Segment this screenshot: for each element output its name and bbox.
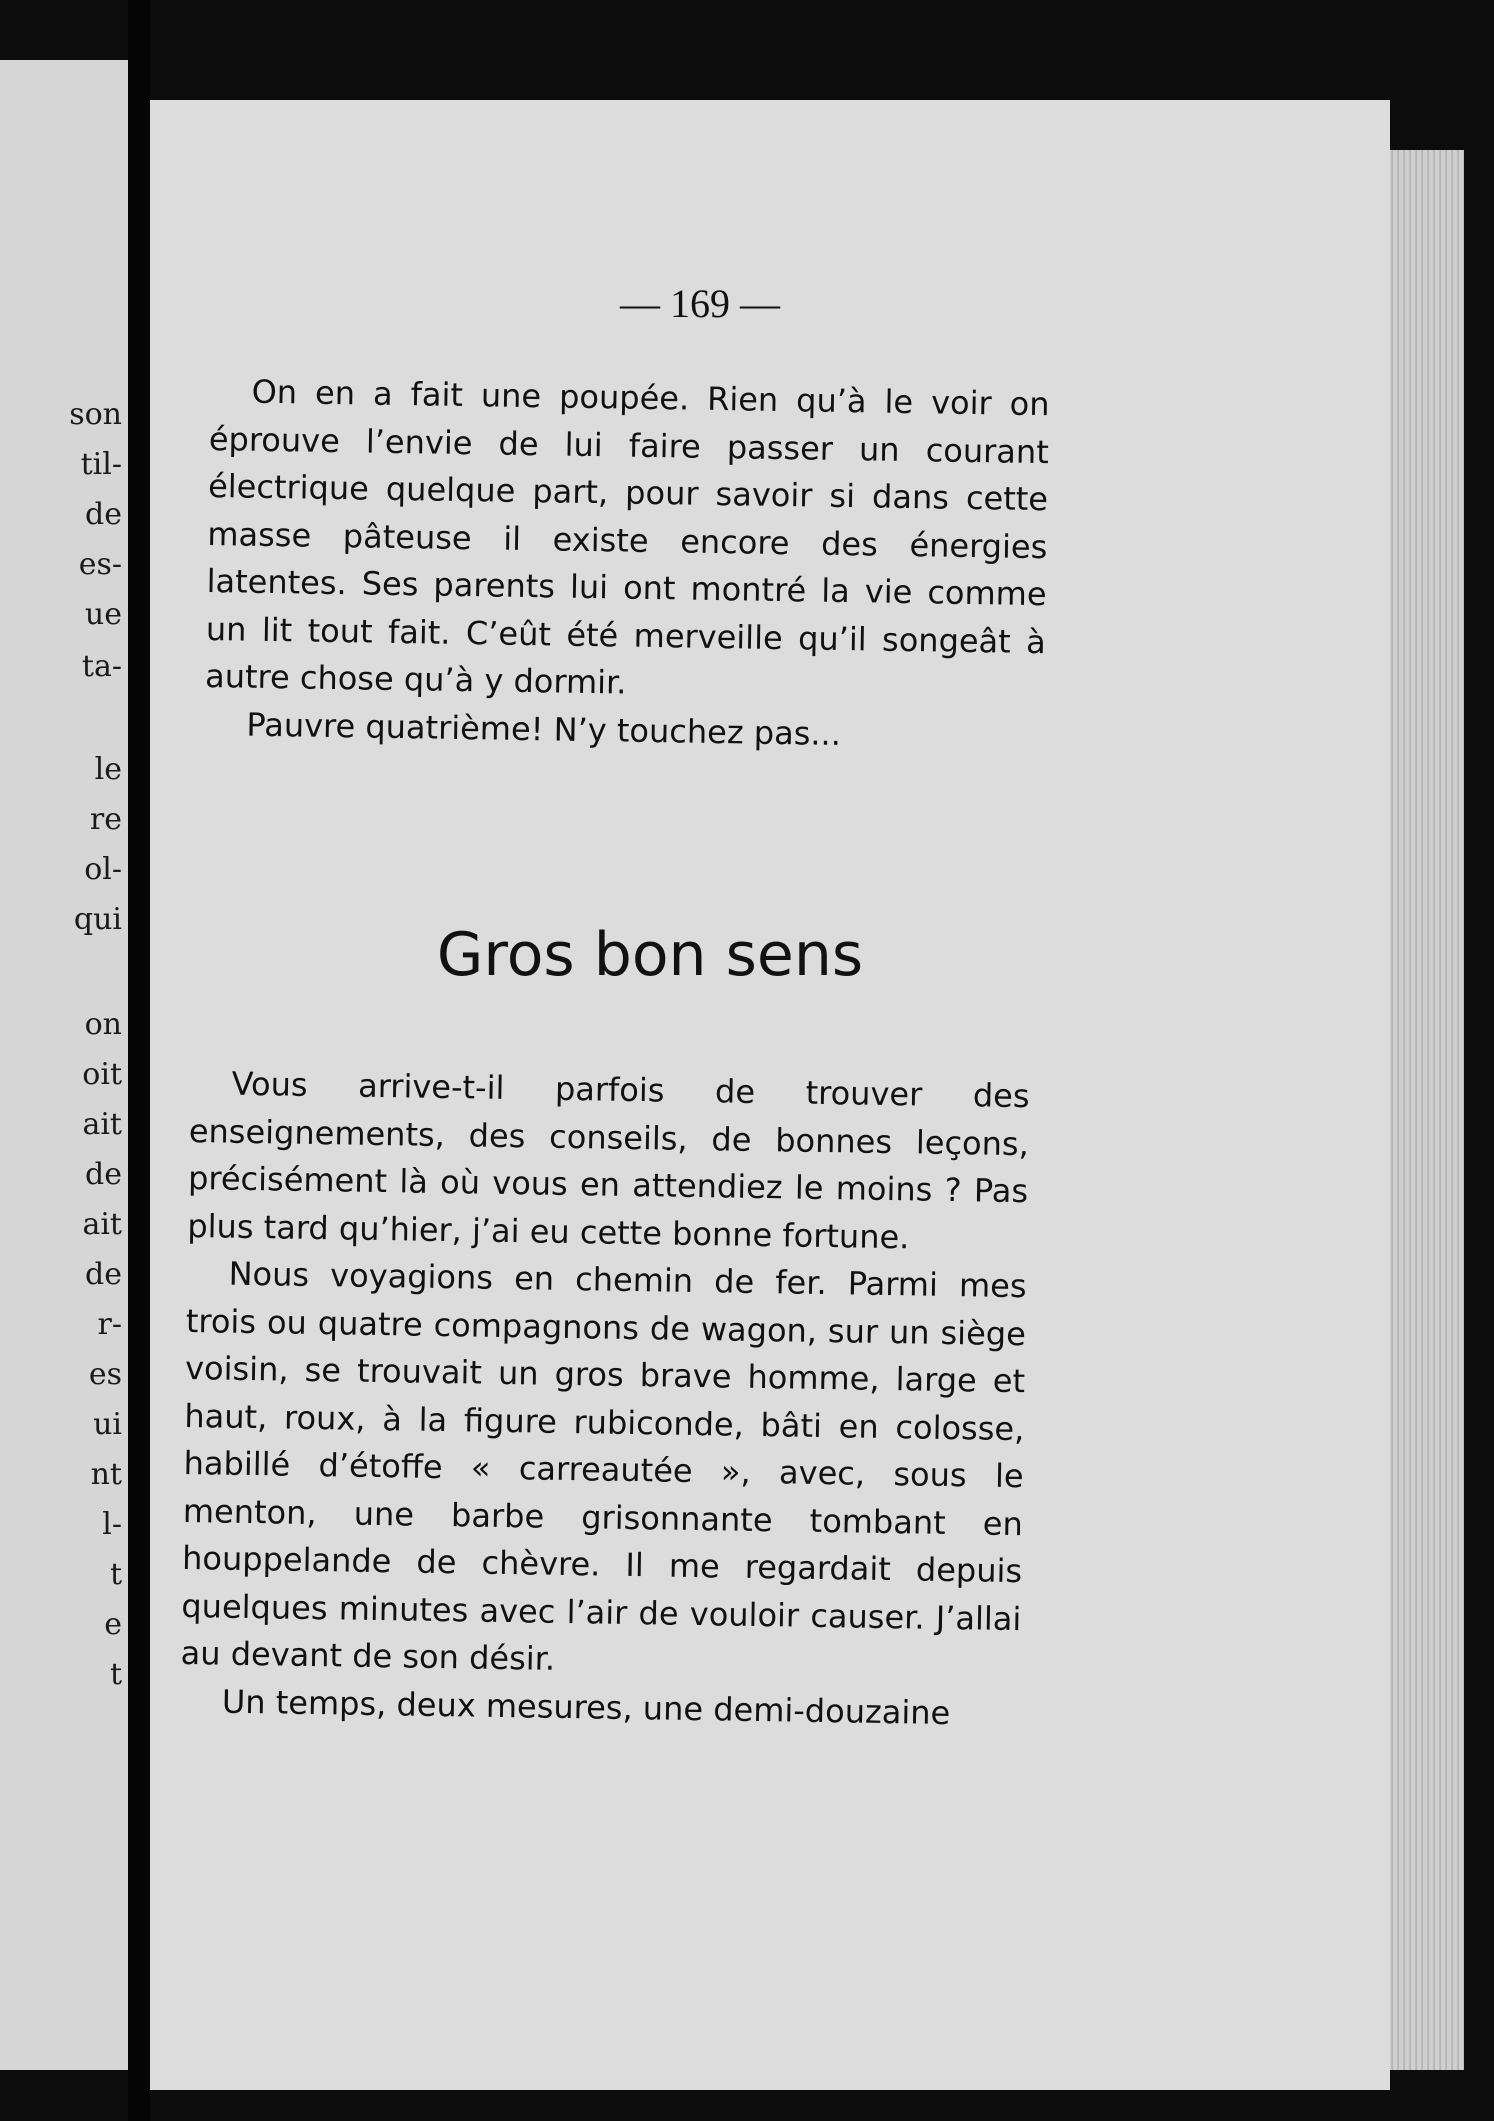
book-page xyxy=(150,100,1390,2090)
binding-gutter xyxy=(128,0,150,2121)
left-facing-page xyxy=(0,60,128,2070)
left-page-fragment: de xyxy=(85,1157,122,1192)
left-page-fragment: ue xyxy=(84,597,122,632)
left-page-fragment: re xyxy=(89,802,122,837)
left-page-fragment: son xyxy=(69,397,122,432)
left-page-fragment: qui xyxy=(73,902,122,937)
left-page-fragment: r- xyxy=(97,1307,122,1342)
left-page-fragment: e xyxy=(104,1607,122,1642)
paragraph: On en a fait une poupée. Rien qu’à le voir on éprouve l’envie de lui faire passer un courant électrique quelque part, pour savoir si dans cette masse pâteuse il existe encore des énergies latentes. Ses parents lui ont montré la vie comme un lit tout fait. C’eût été merveille qu’il songeât à autre chose qu’à y dormir. xyxy=(204,372,1050,702)
page-number: — 169 — xyxy=(620,281,780,326)
section-heading: Gros bon sens xyxy=(436,920,864,990)
left-page-fragment: de xyxy=(85,1257,122,1292)
left-page-fragment: t xyxy=(109,1557,122,1592)
left-page-fragment: oit xyxy=(82,1057,122,1092)
left-page-fragment: til- xyxy=(80,447,122,482)
paragraph: Pauvre quatrième! N’y touchez pas... xyxy=(246,705,842,753)
text-block-bottom xyxy=(180,1060,1030,1738)
left-page-fragment: on xyxy=(84,1007,122,1042)
left-page-fragment: ta- xyxy=(81,649,122,684)
paragraph: Vous arrive-t-il parfois de trouver des enseignements, des conseils, de bonnes leçons, précisément là où vous en attendiez le moins ? Pas plus tard qu’hier, j’ai eu cette bonne fortune. xyxy=(187,1064,1030,1256)
left-page-fragment: l- xyxy=(102,1507,122,1542)
left-page-fragment: ait xyxy=(82,1207,122,1242)
text-block-top xyxy=(204,368,1050,761)
page-edges xyxy=(1388,150,1464,2070)
left-page-fragment: le xyxy=(94,752,122,787)
paragraph: Nous voyagions en chemin de fer. Parmi mes trois ou quatre compagnons de wagon, sur un siège voisin, se trouvait un gros brave homme, large et haut, roux, à la figure rubiconde, bâti en colosse, habillé d’étoffe « carreautée », avec, sous le menton, une barbe grisonnante tombant en houppelande de chèvre. Il me regardait depuis quelques minutes avec l’air de vouloir causer. J’allai au devant de son désir. xyxy=(180,1254,1027,1678)
left-page-fragment: ait xyxy=(82,1107,122,1142)
left-page-fragment: ui xyxy=(93,1407,122,1442)
left-page-fragment: ol- xyxy=(84,852,122,887)
left-page-fragment: es- xyxy=(78,547,122,582)
left-page-fragment: nt xyxy=(90,1457,122,1492)
left-page-fragment: es xyxy=(88,1357,122,1392)
paragraph: Un temps, deux mesures, une demi-douzaine xyxy=(221,1682,951,1732)
left-page-fragment: t xyxy=(109,1657,122,1692)
left-page-fragment: de xyxy=(85,497,122,532)
